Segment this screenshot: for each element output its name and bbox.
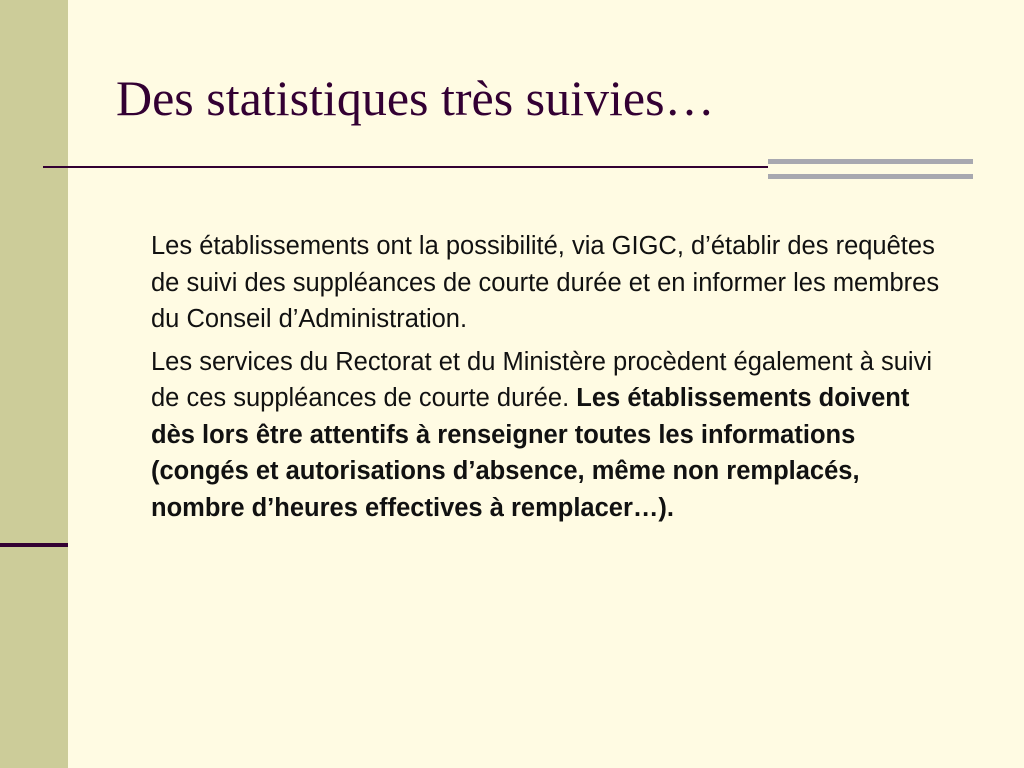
side-band [0,0,68,768]
title-underline [43,166,768,168]
side-band-tick [0,543,68,547]
paragraph-rectorat-text: Les services du Rectorat et du Ministère procèdent également à suivi de ces suppléances de courte durée. [151,347,932,412]
slide-body [151,228,951,532]
paragraph-rectorat-emphasis: Les établissements doivent dès lors être attentifs à renseigner toutes les informations (congés et autorisations d’absence, même non remplacés, nombre d’heures effectives à remplacer…). [151,384,910,522]
accent-bar [768,159,973,179]
slide-title: Des statistiques très suivies… [116,70,715,126]
paragraph-gigc [151,228,951,338]
paragraph-gigc-text: Les établissements ont la possibilité, via GIGC, d’établir des requêtes de suivi des suppléances de courte durée et en informer les membres du Conseil d’Administration. [151,232,940,333]
paragraph-rectorat [151,344,951,527]
